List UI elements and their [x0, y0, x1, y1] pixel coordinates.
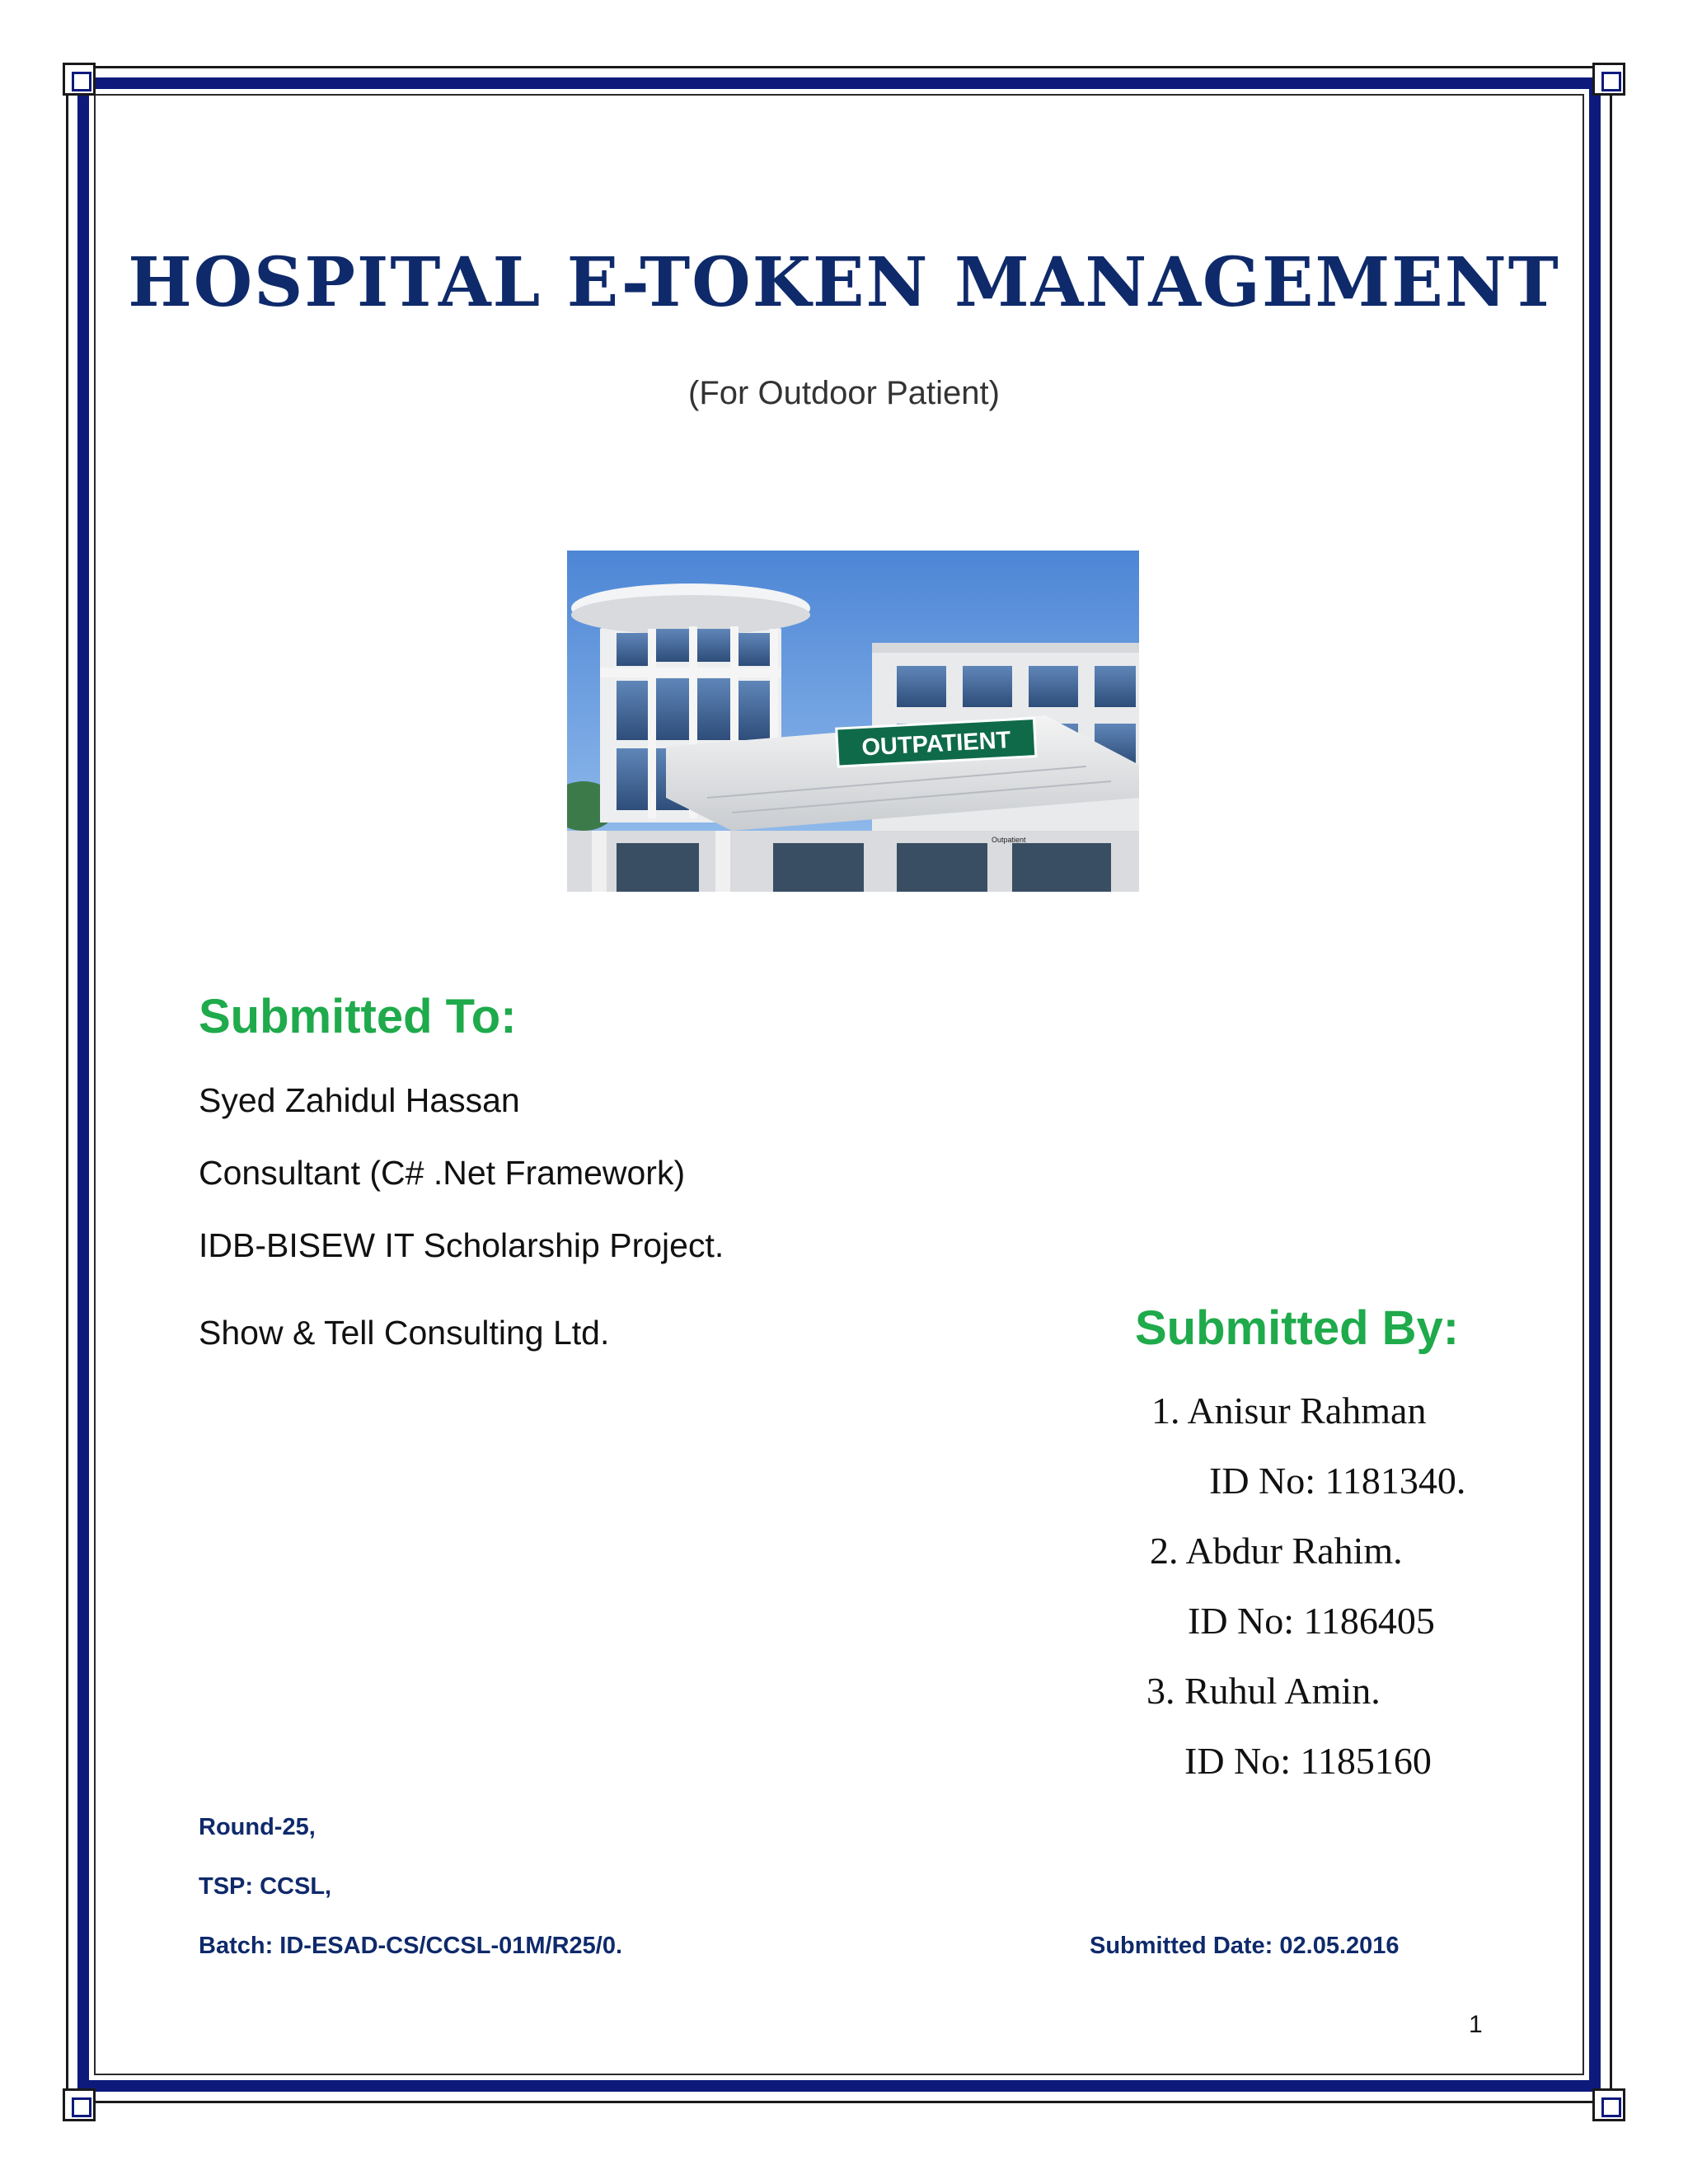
document-subtitle: (For Outdoor Patient): [688, 375, 1000, 411]
submitted-to-name: Syed Zahidul Hassan: [199, 1081, 520, 1119]
outpatient-building-photo: [567, 551, 1139, 892]
member-id: ID No: 1186405: [1188, 1600, 1435, 1642]
member-name: 3. Ruhul Amin.: [1146, 1670, 1381, 1712]
member-name: 1. Anisur Rahman: [1151, 1390, 1427, 1432]
member-id: ID No: 1181340.: [1209, 1460, 1466, 1502]
footer-tsp: TSP: CCSL,: [199, 1873, 332, 1900]
document-title: HOSPITAL E-TOKEN MANAGEMENT: [128, 243, 1560, 322]
page-number: 1: [1469, 2011, 1483, 2038]
submitted-to-title: Consultant (C# .Net Framework): [199, 1154, 686, 1192]
outpatient-sign-text: OUTPATIENT: [860, 727, 1012, 762]
footer-submitted-date: Submitted Date: 02.05.2016: [1090, 1933, 1400, 1959]
border-corner-ornament-tr: [1592, 63, 1625, 96]
member-name: 2. Abdur Rahim.: [1150, 1530, 1403, 1572]
footer-round: Round-25,: [199, 1814, 316, 1840]
submitted-to-company: Show & Tell Consulting Ltd.: [199, 1314, 610, 1352]
submitted-by-heading: Submitted By:: [1135, 1301, 1460, 1355]
outpatient-door-text: Outpatient: [992, 836, 1026, 844]
footer-batch: Batch: ID-ESAD-CS/CCSL-01M/R25/0.: [199, 1933, 623, 1959]
border-corner-ornament-bl: [63, 2088, 96, 2121]
submitted-to-heading: Submitted To:: [199, 990, 517, 1043]
submitted-to-project: IDB-BISEW IT Scholarship Project.: [199, 1226, 724, 1264]
member-id: ID No: 1185160: [1184, 1740, 1432, 1782]
border-corner-ornament-br: [1592, 2088, 1625, 2121]
border-corner-ornament-tl: [63, 63, 96, 96]
